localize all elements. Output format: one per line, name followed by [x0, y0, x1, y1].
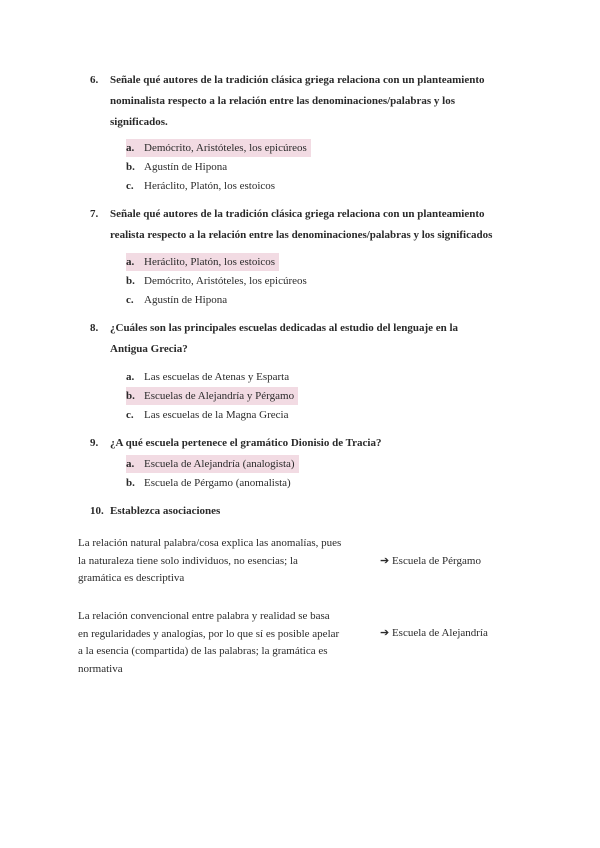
option-6b: [126, 158, 229, 176]
option-text: Escuelas de Alejandría y Pérgamo: [144, 390, 295, 402]
question-number: 7.: [90, 208, 99, 220]
option-text: Demócrito, Aristóteles, los epicúreos: [144, 275, 307, 287]
statement-line: La relación natural palabra/cosa explica las anomalías, pues: [78, 537, 342, 549]
question-6: [90, 70, 530, 133]
option-letter: a.: [126, 256, 135, 268]
option-8b: [126, 387, 298, 405]
option-8a: [126, 368, 291, 386]
question-number: 8.: [90, 322, 99, 334]
option-6c: [126, 177, 277, 195]
option-text: Las escuelas de la Magna Grecia: [144, 409, 289, 421]
question-text-line: ¿Cuáles son las principales escuelas dedicadas al estudio del lenguaje en la: [110, 322, 459, 334]
option-text: Agustín de Hipona: [144, 161, 228, 173]
question-8: [90, 318, 530, 360]
question-9: [90, 433, 530, 454]
question-text-line: Señale qué autores de la tradición clásica griega relaciona con un planteamiento: [110, 208, 485, 220]
question-number: 6.: [90, 74, 99, 86]
option-letter: b.: [126, 477, 135, 489]
option-letter: b.: [126, 390, 135, 402]
option-letter: a.: [126, 371, 135, 383]
question-text-line: realista respecto a la relación entre las denominaciones/palabras y los significados: [110, 229, 493, 241]
statement-line: a la esencia (compartida) de las palabras; la gramática es: [78, 645, 328, 657]
association-answer-2: ➔ Escuela de Alejandría: [380, 627, 488, 639]
question-text-line: Establezca asociaciones: [110, 505, 221, 517]
option-letter: b.: [126, 161, 135, 173]
option-text: Escuela de Alejandría (analogista): [144, 458, 295, 470]
statement-line: normativa: [78, 662, 123, 675]
question-text-line: Antigua Grecia?: [110, 343, 188, 355]
option-9b: [126, 474, 293, 492]
statement-line: gramática es descriptiva: [78, 572, 185, 584]
option-text: Heráclito, Platón, los estoicos: [144, 256, 276, 268]
question-text-line: Señale qué autores de la tradición clásica griega relaciona con un planteamiento: [110, 74, 485, 86]
option-7c: [126, 291, 229, 309]
question-text-line: significados.: [110, 116, 168, 128]
option-7b: [126, 272, 309, 290]
option-text: Escuela de Pérgamo (anomalista): [144, 477, 291, 489]
statement-line: la naturaleza tiene solo individuos, no esencias; la: [78, 554, 298, 567]
option-6a: [126, 139, 311, 157]
option-8c: [126, 406, 290, 424]
question-number: 9.: [90, 437, 99, 449]
question-number: 10.: [90, 505, 104, 517]
question-7: [90, 204, 530, 246]
question-text-line: nominalista respecto a la relación entre las denominaciones/palabras y los: [110, 95, 455, 107]
option-letter: c.: [126, 294, 134, 306]
option-9a: [126, 455, 299, 473]
association-statement-2: [78, 608, 378, 678]
option-7a: [126, 253, 279, 271]
statement-line: en regularidades y analogías, por lo que sí es posible apelar: [78, 627, 340, 640]
option-letter: c.: [126, 180, 134, 192]
option-letter: b.: [126, 275, 135, 287]
option-text: Demócrito, Aristóteles, los epicúreos: [144, 142, 307, 154]
statement-line: La relación convencional entre palabra y realidad se basa: [78, 610, 330, 622]
option-text: Heráclito, Platón, los estoicos: [144, 180, 276, 192]
association-statement-1: [78, 535, 378, 588]
option-text: Las escuelas de Atenas y Esparta: [144, 371, 290, 383]
option-letter: a.: [126, 142, 135, 154]
option-letter: a.: [126, 458, 135, 470]
association-answer-1: ➔ Escuela de Pérgamo: [380, 555, 481, 567]
question-text-line: ¿A qué escuela pertenece el gramático Dionisio de Tracia?: [110, 437, 382, 449]
option-letter: c.: [126, 409, 134, 421]
question-10: [90, 501, 530, 522]
option-text: Agustín de Hipona: [144, 294, 228, 306]
